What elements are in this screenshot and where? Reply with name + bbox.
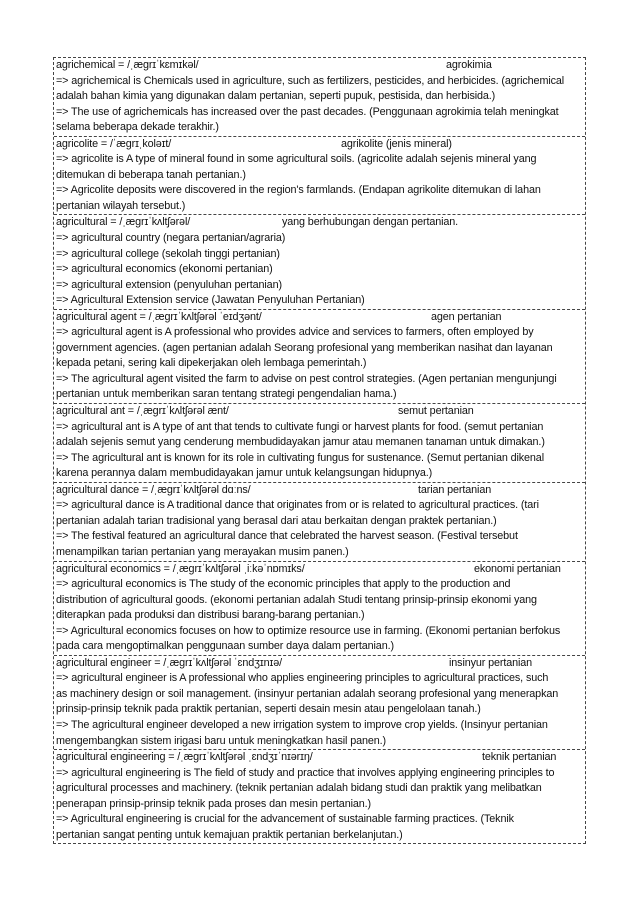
headword: agricultural ant = /ˌæɡrɪˈkʌltʃərəl ænt/	[56, 405, 229, 418]
translation: insinyur pertanian	[449, 656, 533, 669]
entry-heading	[56, 137, 583, 153]
entry-heading	[56, 483, 583, 499]
translation: ekonomi pertanian	[474, 562, 561, 575]
entry-heading	[56, 58, 583, 74]
entry-heading	[56, 750, 583, 766]
entry-line: => agricultural economics is The study of the economic principles that apply to the production and	[56, 578, 511, 591]
translation: yang berhubungan dengan pertanian.	[282, 216, 459, 229]
entry-line: ditemukan di beberapa tanah pertanian.)	[56, 168, 246, 181]
entry-line: => agricultural engineer is A professional who applies engineering principles to agricultural practices, such	[56, 672, 549, 685]
translation: agrikolite (jenis mineral)	[341, 137, 452, 150]
entry-line: pertanian untuk memberikan saran tentang strategi pengendalian hama.)	[56, 388, 397, 401]
entry-line: => agricultural college (sekolah tinggi pertanian)	[56, 247, 280, 260]
entry-line: => The agricultural engineer developed a new irrigation system to improve crop yields. (Insinyur pertanian	[56, 718, 548, 731]
headword: agricolite = /ˈæɡrɪˌkoləɪt/	[56, 137, 172, 150]
dictionary-document	[53, 57, 586, 844]
entry-agricultural-economics	[54, 561, 585, 655]
entry-line: => agricultural dance is A traditional dance that originates from or is related to agricultural practices. (tari	[56, 499, 539, 512]
entry-heading	[56, 215, 583, 231]
translation: agrokimia	[446, 59, 492, 71]
translation: agen pertanian	[431, 310, 502, 323]
entry-agricultural-engineering	[54, 749, 585, 843]
entry-heading	[56, 404, 583, 420]
entry-line: diterapkan pada produksi dan distribusi barang-barang pertanian.)	[56, 609, 365, 622]
entry-line: selama beberapa dekade terakhir.)	[56, 121, 219, 134]
entry-line: => The agricultural agent visited the farm to advise on pest control strategies. (Agen pertanian mengunjungi	[56, 372, 557, 385]
entry-line: => Agricolite deposits were discovered in the region's farmlands. (Endapan agrikolite ditemukan di lahan	[56, 184, 541, 197]
entry-line: => Agricultural economics focuses on how to optimize resource use in farming. (Ekonomi pertanian berfokus	[56, 624, 561, 637]
entry-line: adalah bahan kimia yang digunakan dalam pertanian, seperti pupuk, pestisida, dan herbisida.)	[56, 90, 496, 103]
entry-agricolite	[54, 136, 585, 215]
entry-agricultural-ant	[54, 403, 585, 482]
translation: tarian pertanian	[418, 483, 492, 496]
entry-line: => agricultural economics (ekonomi pertanian)	[56, 263, 273, 276]
entry-line: kepada petani, sering kali dipekerjakan oleh lembaga pemerintah.)	[56, 357, 367, 370]
entry-line: => agricultural extension (penyuluhan pertanian)	[56, 278, 282, 291]
entry-line: prinsip-prinsip teknik pada praktik pertanian, seperti desain mesin atau pengelolaan tanah.)	[56, 703, 481, 716]
entry-agricultural-agent	[54, 309, 585, 403]
entry-line: pertanian adalah tarian tradisional yang berasal dari atau berkaitan dengan praktek pertanian.)	[56, 514, 497, 527]
entry-line: => Agricultural engineering is crucial for the advancement of sustainable farming practices. (Teknik	[56, 813, 514, 826]
entry-line: menampilkan tarian pertanian yang merayakan musim panen.)	[56, 545, 349, 558]
entry-agricultural-dance	[54, 482, 585, 561]
entry-agricultural	[54, 214, 585, 308]
entry-line: adalah sejenis semut yang cenderung membudidayakan jamur atau memanen tanaman untuk dimakan.)	[56, 436, 545, 449]
entry-line: pertanian wilayah tersebut.)	[56, 199, 186, 212]
entry-line: => agricultural agent is A professional who provides advice and services to farmers, often employed by	[56, 326, 534, 339]
entry-heading	[56, 656, 583, 672]
entry-line: mengembangkan sistem irigasi baru untuk meningkatkan hasil panen.)	[56, 734, 386, 747]
entry-heading	[56, 310, 583, 326]
entry-line: government agencies. (agen pertanian adalah Seorang profesional yang memberikan nasihat dan layanan	[56, 341, 553, 354]
headword: agricultural economics = /ˌæɡrɪˈkʌltʃərəl ˌiːkəˈnɒmɪks/	[56, 562, 305, 575]
entry-agrichemical	[54, 58, 585, 136]
entry-line: karena perannya dalam membudidayakan jamur untuk kelangsungan hidupnya.)	[56, 467, 433, 480]
headword: agricultural = /ˌæɡrɪˈkʌltʃərəl/	[56, 216, 191, 229]
entry-line: => agricultural country (negara pertanian/agraria)	[56, 232, 286, 245]
entry-line: => agricolite is A type of mineral found in some agricultural soils. (agricolite adalah sejenis mineral yang	[56, 153, 537, 166]
entry-agricultural-engineer	[54, 655, 585, 749]
headword: agricultural agent = /ˌæɡrɪˈkʌltʃərəl ˈeɪdʒənt/	[56, 310, 262, 323]
entry-line: pada cara mengoptimalkan penggunaan sumber daya dalam pertanian.)	[56, 640, 394, 653]
entry-line: distribution of agricultural goods. (ekonomi pertanian adalah Studi tentang prinsip-prinsip ekonomi yang	[56, 593, 537, 606]
headword: agrichemical = /ˌæɡrɪˈkɛmɪkəl/	[56, 59, 199, 71]
entry-heading	[56, 562, 583, 578]
entry-line: => agrichemical is Chemicals used in agriculture, such as fertilizers, pesticides, and herbicides. (agrichemical	[56, 74, 565, 87]
headword: agricultural engineering = /ˌæɡrɪˈkʌltʃərəl ˌɛndʒɪˈnɪərɪŋ/	[56, 751, 313, 764]
translation: semut pertanian	[398, 405, 474, 418]
entry-line: => Agricultural Extension service (Jawatan Penyuluhan Pertanian)	[56, 294, 365, 307]
entry-line: => The festival featured an agricultural dance that celebrated the harvest season. (Festival tersebut	[56, 530, 518, 543]
entry-line: => agricultural engineering is The field of study and practice that involves applying engineering principles to	[56, 766, 555, 779]
entry-line: => The agricultural ant is known for its role in cultivating fungus for sustenance. (Semut pertanian dikenal	[56, 451, 544, 464]
entry-line: => agricultural ant is A type of ant that tends to cultivate fungi or harvest plants for food. (semut pertanian	[56, 420, 544, 433]
entry-line: as machinery design or soil management. (insinyur pertanian adalah seorang profesional yang menerapkan	[56, 687, 559, 700]
entry-line: pertanian sangat penting untuk kemajuan praktik pertanian berkelanjutan.)	[56, 828, 403, 841]
translation: teknik pertanian	[482, 751, 557, 764]
headword: agricultural engineer = /ˌæɡrɪˈkʌltʃərəl ˈɛndʒɪnɪə/	[56, 656, 282, 669]
entry-line: penerapan prinsip-prinsip teknik pada proses dan mesin pertanian.)	[56, 797, 371, 810]
headword: agricultural dance = /ˌæɡrɪˈkʌltʃərəl dɑːns/	[56, 483, 251, 496]
entry-line: => The use of agrichemicals has increased over the past decades. (Penggunaan agrokimia telah meningkat	[56, 105, 559, 118]
entry-line: agricultural processes and machinery. (teknik pertanian adalah bidang studi dan praktik yang melibatkan	[56, 782, 542, 795]
